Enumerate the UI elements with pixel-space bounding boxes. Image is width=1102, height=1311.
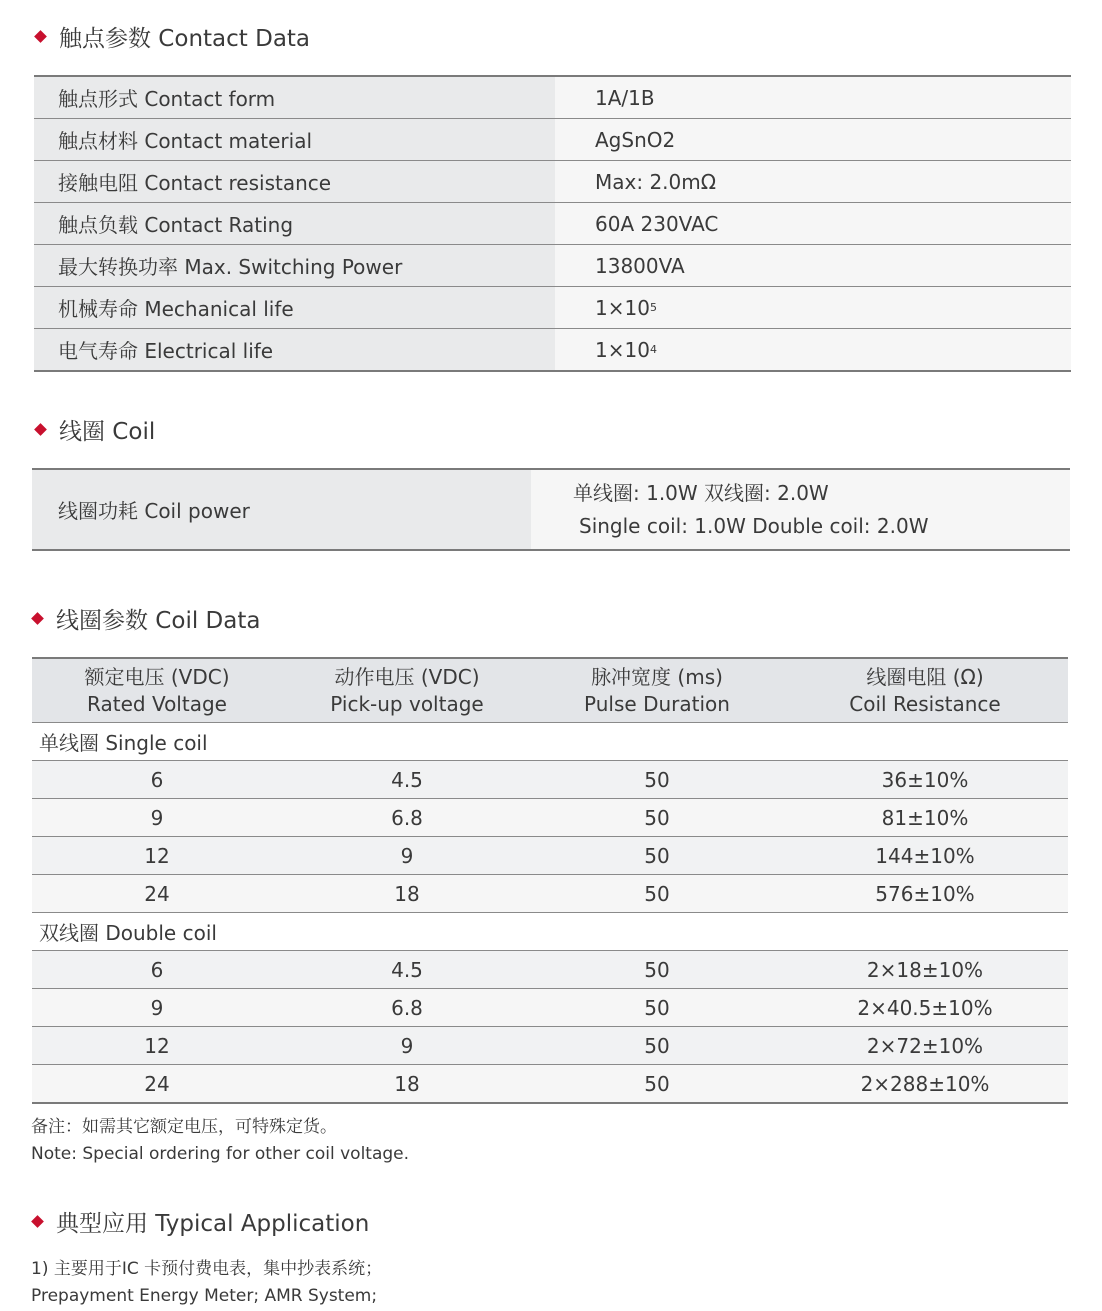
application-title: 典型应用 Typical Application [56, 1211, 370, 1237]
application-line-en: Prepayment Energy Meter; AMR System; [31, 1286, 378, 1306]
table-row [32, 1065, 1068, 1104]
cell: 12 [144, 1033, 170, 1058]
header-en: Coil Resistance [849, 692, 1001, 716]
row-value: 1A/1B [555, 77, 1071, 118]
contact-data-heading [34, 20, 310, 53]
application-list [31, 1256, 382, 1310]
contact-data-table [34, 75, 1071, 372]
cell: 9 [150, 995, 164, 1020]
table-row [34, 161, 1071, 203]
row-value: Max: 2.0mΩ [555, 161, 1071, 202]
cell: 6.8 [391, 805, 423, 830]
cell: 50 [644, 805, 670, 830]
application-line-cn: 1) 主要用于IC 卡预付费电表，集中抄表系统； [31, 1259, 383, 1279]
diamond-bullet-icon [31, 1215, 44, 1228]
header-pickup-voltage [282, 659, 532, 722]
cell: 50 [644, 1071, 670, 1096]
table-row [34, 329, 1071, 372]
row-key: 机械寿命 Mechanical life [34, 287, 555, 328]
single-coil-section: 单线圈 Single coil [32, 723, 1068, 761]
table-row [32, 875, 1068, 913]
row-key: 电气寿命 Electrical life [34, 329, 555, 370]
row-value: 60A 230VAC [555, 203, 1071, 244]
table-header [32, 659, 1068, 723]
value-base: 1×10 [595, 295, 650, 320]
cell: 6 [150, 957, 164, 982]
coil-data-title: 线圈参数 Coil Data [56, 608, 261, 634]
row-value [555, 329, 1071, 370]
table-row [32, 989, 1068, 1027]
contact-data-title: 触点参数 Contact Data [59, 26, 311, 52]
cell: 24 [144, 881, 170, 906]
header-rated-voltage [32, 659, 282, 722]
diamond-bullet-icon [31, 612, 44, 625]
cell: 6.8 [391, 995, 423, 1020]
row-key: 触点负载 Contact Rating [34, 203, 555, 244]
header-cn: 脉冲宽度 (ms) [591, 665, 723, 689]
diamond-bullet-icon [34, 423, 47, 436]
table-row [32, 837, 1068, 875]
cell: 2×40.5±10% [857, 995, 993, 1020]
value-exponent: 4 [649, 343, 657, 356]
value-exponent: 5 [649, 301, 657, 314]
header-cn: 动作电压 (VDC) [334, 665, 480, 689]
cell: 50 [644, 843, 670, 868]
application-heading [31, 1205, 369, 1238]
cell: 4.5 [391, 957, 423, 982]
row-key: 接触电阻 Contact resistance [34, 161, 555, 202]
cell: 12 [144, 843, 170, 868]
row-key: 触点材料 Contact material [34, 119, 555, 160]
cell: 2×288±10% [860, 1071, 990, 1096]
cell: 18 [394, 881, 420, 906]
table-row [34, 77, 1071, 119]
cell: 6 [150, 767, 164, 792]
header-cn: 额定电压 (VDC) [84, 665, 230, 689]
cell: 9 [400, 843, 414, 868]
table-row [32, 799, 1068, 837]
cell: 18 [394, 1071, 420, 1096]
note [31, 1114, 409, 1168]
cell: 81±10% [881, 805, 969, 830]
header-pulse-duration [532, 659, 782, 722]
coil-title: 线圈 Coil [59, 419, 156, 445]
coil-heading [34, 413, 155, 446]
coil-data-table [32, 657, 1068, 1104]
table-row [34, 287, 1071, 329]
header-cn: 线圈电阻 (Ω) [866, 665, 984, 689]
coil-power-cn: 单线圈: 1.0W 双线圈: 2.0W [573, 480, 829, 505]
row-value: 13800VA [555, 245, 1071, 286]
table-row [34, 119, 1071, 161]
header-coil-resistance [782, 659, 1068, 722]
cell: 9 [150, 805, 164, 830]
coil-data-heading [31, 602, 260, 635]
header-en: Pulse Duration [584, 692, 730, 716]
cell: 4.5 [391, 767, 423, 792]
cell: 50 [644, 995, 670, 1020]
row-key: 最大转换功率 Max. Switching Power [34, 245, 555, 286]
cell: 50 [644, 957, 670, 982]
cell: 9 [400, 1033, 414, 1058]
table-row [32, 1027, 1068, 1065]
cell: 50 [644, 767, 670, 792]
single-coil-rows [32, 761, 1068, 913]
table-row [34, 245, 1071, 287]
coil-power-key: 线圈功耗 Coil power [32, 470, 531, 549]
cell: 2×18±10% [866, 957, 984, 982]
table-row [32, 951, 1068, 989]
header-en: Rated Voltage [87, 692, 227, 716]
cell: 144±10% [875, 843, 975, 868]
cell: 50 [644, 881, 670, 906]
coil-power-en: Single coil: 1.0W Double coil: 2.0W [579, 513, 929, 538]
double-coil-rows [32, 951, 1068, 1104]
cell: 2×72±10% [866, 1033, 984, 1058]
coil-power-value [531, 470, 1070, 549]
header-en: Pick-up voltage [330, 692, 484, 716]
row-value: AgSnO2 [555, 119, 1071, 160]
cell: 576±10% [875, 881, 975, 906]
diamond-bullet-icon [34, 30, 47, 43]
double-coil-section: 双线圈 Double coil [32, 913, 1068, 951]
row-value [555, 287, 1071, 328]
note-en: Note: Special ordering for other coil voltage. [31, 1144, 410, 1164]
row-key: 触点形式 Contact form [34, 77, 555, 118]
value-base: 1×10 [595, 337, 650, 362]
cell: 50 [644, 1033, 670, 1058]
note-cn: 备注：如需其它额定电压，可特殊定货。 [31, 1117, 337, 1137]
table-row [34, 203, 1071, 245]
table-row [32, 761, 1068, 799]
coil-power-table [32, 468, 1070, 551]
cell: 24 [144, 1071, 170, 1096]
cell: 36±10% [881, 767, 969, 792]
